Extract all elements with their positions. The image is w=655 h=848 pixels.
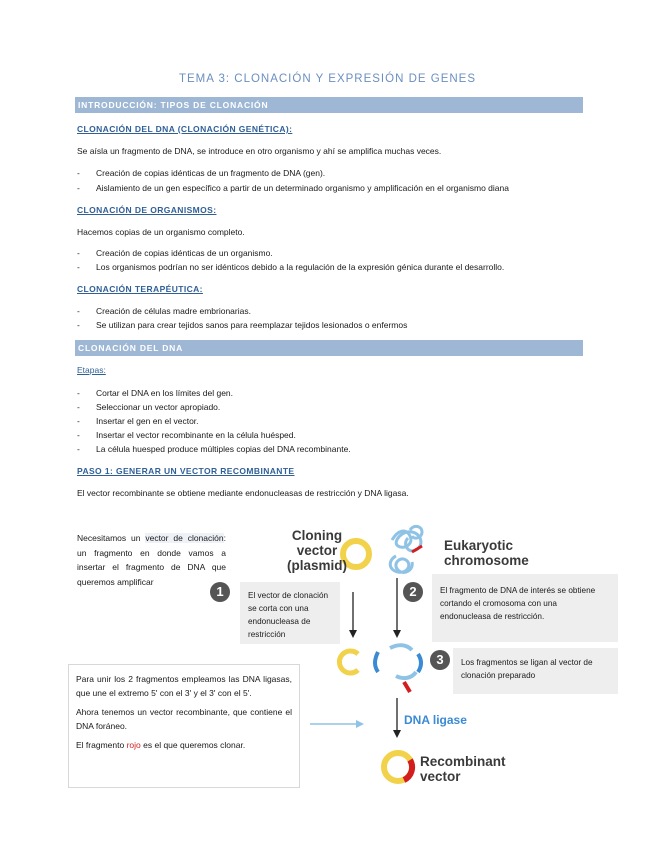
fragment-shape [390,645,412,650]
step-number-3: 3 [430,650,450,670]
step-2-note: El fragmento de DNA de interés se obtiene cortando el cromosoma con una endonucleasa de restricción. [432,574,618,642]
vector-definition-note: Necesitamos un vector de clonación: un fragmento en donde vamos a insertar el fragmento de DNA que queremos amplificar [77,533,226,587]
recombinant-insert-shape [404,760,412,780]
fragment-shape [396,672,416,678]
recombinant-vector-label: Recombinant vector [420,754,506,784]
dna-cloning-text: Se aísla un fragmento de DNA, se introduce en otro organismo y ahí se amplifica muchas veces. [77,146,442,156]
fragment-shape [418,654,421,672]
page-title: TEMA 3: CLONACIÓN Y EXPRESIÓN DE GENES [178,73,477,85]
heading-organism-cloning: CLONACIÓN DE ORGANISMOS: [77,205,217,215]
etapas-label: Etapas: [77,365,106,375]
red-word: rojo [126,740,141,750]
ligase-explanation-box [68,664,300,788]
fragment-shape [375,652,378,672]
section-band-intro: INTRODUCCIÓN: TIPOS DE CLONACIÓN [75,97,583,113]
section-band-dna-cloning: CLONACIÓN DEL DNA [75,340,583,356]
step-3-note: Los fragmentos se ligan al vector de clonación preparado [453,648,618,694]
chromosome-label: Eukaryotic chromosome [444,538,529,568]
insert-fragment-shape [404,682,410,692]
heading-therapeutic-cloning: CLONACIÓN TERAPÉUTICA: [77,284,203,294]
ligase-paragraph-3: El fragmento rojo es el que queremos clonar. [76,740,246,750]
heading-step-1: PASO 1: GENERAR UN VECTOR RECOMBINANTE [77,466,295,476]
highlight-vector: vector de clonación [145,533,224,543]
ligase-paragraph-2: Ahora tenemos un vector recombinante, que contiene el DNA foráneo. [76,707,292,731]
dna-ligase-label: DNA ligase [404,713,467,727]
organism-cloning-text: Hacemos copias de un organismo completo. [77,227,245,237]
heading-dna-cloning: CLONACIÓN DEL DNA (CLONACIÓN GENÉTICA): [77,124,293,134]
step-number-2: 2 [403,582,423,602]
ligase-paragraph-1: Para unir los 2 fragmentos empleamos las DNA ligasas, que une el extremo 5' con el 3' y el 3' con el 5'. [76,674,292,698]
step-1-note: El vector de clonación se corta con una endonucleasa de restricción [240,582,340,644]
step-1-text: El vector recombinante se obtiene mediante endonucleasas de restricción y DNA ligasa. [77,488,409,498]
cloning-vector-label: Cloning vector (plasmid) [286,528,347,573]
open-plasmid-shape [339,651,358,673]
step-number-1: 1 [210,582,230,602]
